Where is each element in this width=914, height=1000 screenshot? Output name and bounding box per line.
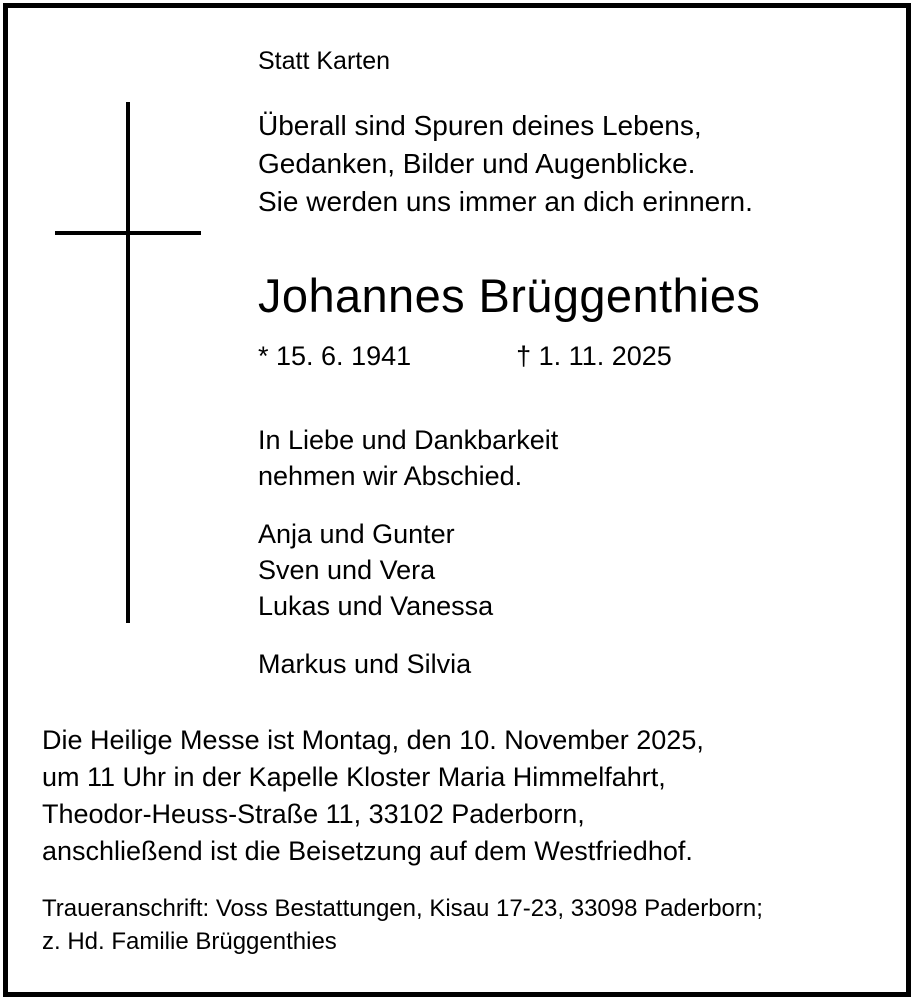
service-line-3: Theodor-Heuss-Straße 11, 33102 Paderborn, — [42, 799, 585, 829]
survivor-line: Anja und Gunter — [258, 519, 455, 549]
survivors-primary-list — [258, 516, 493, 624]
latin-cross-icon — [55, 102, 215, 627]
service-line-4: anschließend ist die Beisetzung auf dem Westfriedhof. — [42, 836, 693, 866]
death-date: † 1. 11. 2025 — [516, 341, 672, 371]
farewell-line-2: nehmen wir Abschied. — [258, 461, 523, 491]
notice-content-area — [8, 8, 906, 992]
farewell-line-1: In Liebe und Dankbarkeit — [258, 425, 559, 455]
instead-of-cards-note: Statt Karten — [258, 47, 391, 75]
memorial-verse — [258, 107, 753, 221]
condolence-address — [42, 892, 892, 958]
survivor-line: Markus und Silvia — [258, 649, 472, 679]
service-line-1: Die Heilige Messe ist Montag, den 10. November 2025, — [42, 725, 704, 755]
memorial-verse-line-3: Sie werden uns immer an dich erinnern. — [258, 186, 753, 217]
memorial-verse-line-1: Überall sind Spuren deines Lebens, — [258, 110, 702, 141]
birth-date: * 15. 6. 1941 — [258, 341, 412, 371]
survivors-secondary-list — [258, 646, 471, 682]
farewell-message — [258, 422, 558, 494]
cross-horizontal-bar — [55, 231, 201, 235]
deceased-name: Johannes Brüggenthies — [258, 269, 761, 322]
condolence-address-line-2: z. Hd. Familie Brüggenthies — [42, 928, 337, 955]
life-dates — [258, 340, 788, 373]
condolence-address-line-1: Traueranschrift: Voss Bestattungen, Kisau 17-23, 33098 Paderborn; — [42, 895, 763, 922]
memorial-verse-line-2: Gedanken, Bilder und Augenblicke. — [258, 148, 696, 179]
cross-vertical-stem — [126, 102, 130, 623]
survivor-line: Sven und Vera — [258, 555, 436, 585]
service-details — [42, 722, 892, 870]
service-line-2: um 11 Uhr in der Kapelle Kloster Maria Himmelfahrt, — [42, 762, 666, 792]
survivor-line: Lukas und Vanessa — [258, 591, 494, 621]
